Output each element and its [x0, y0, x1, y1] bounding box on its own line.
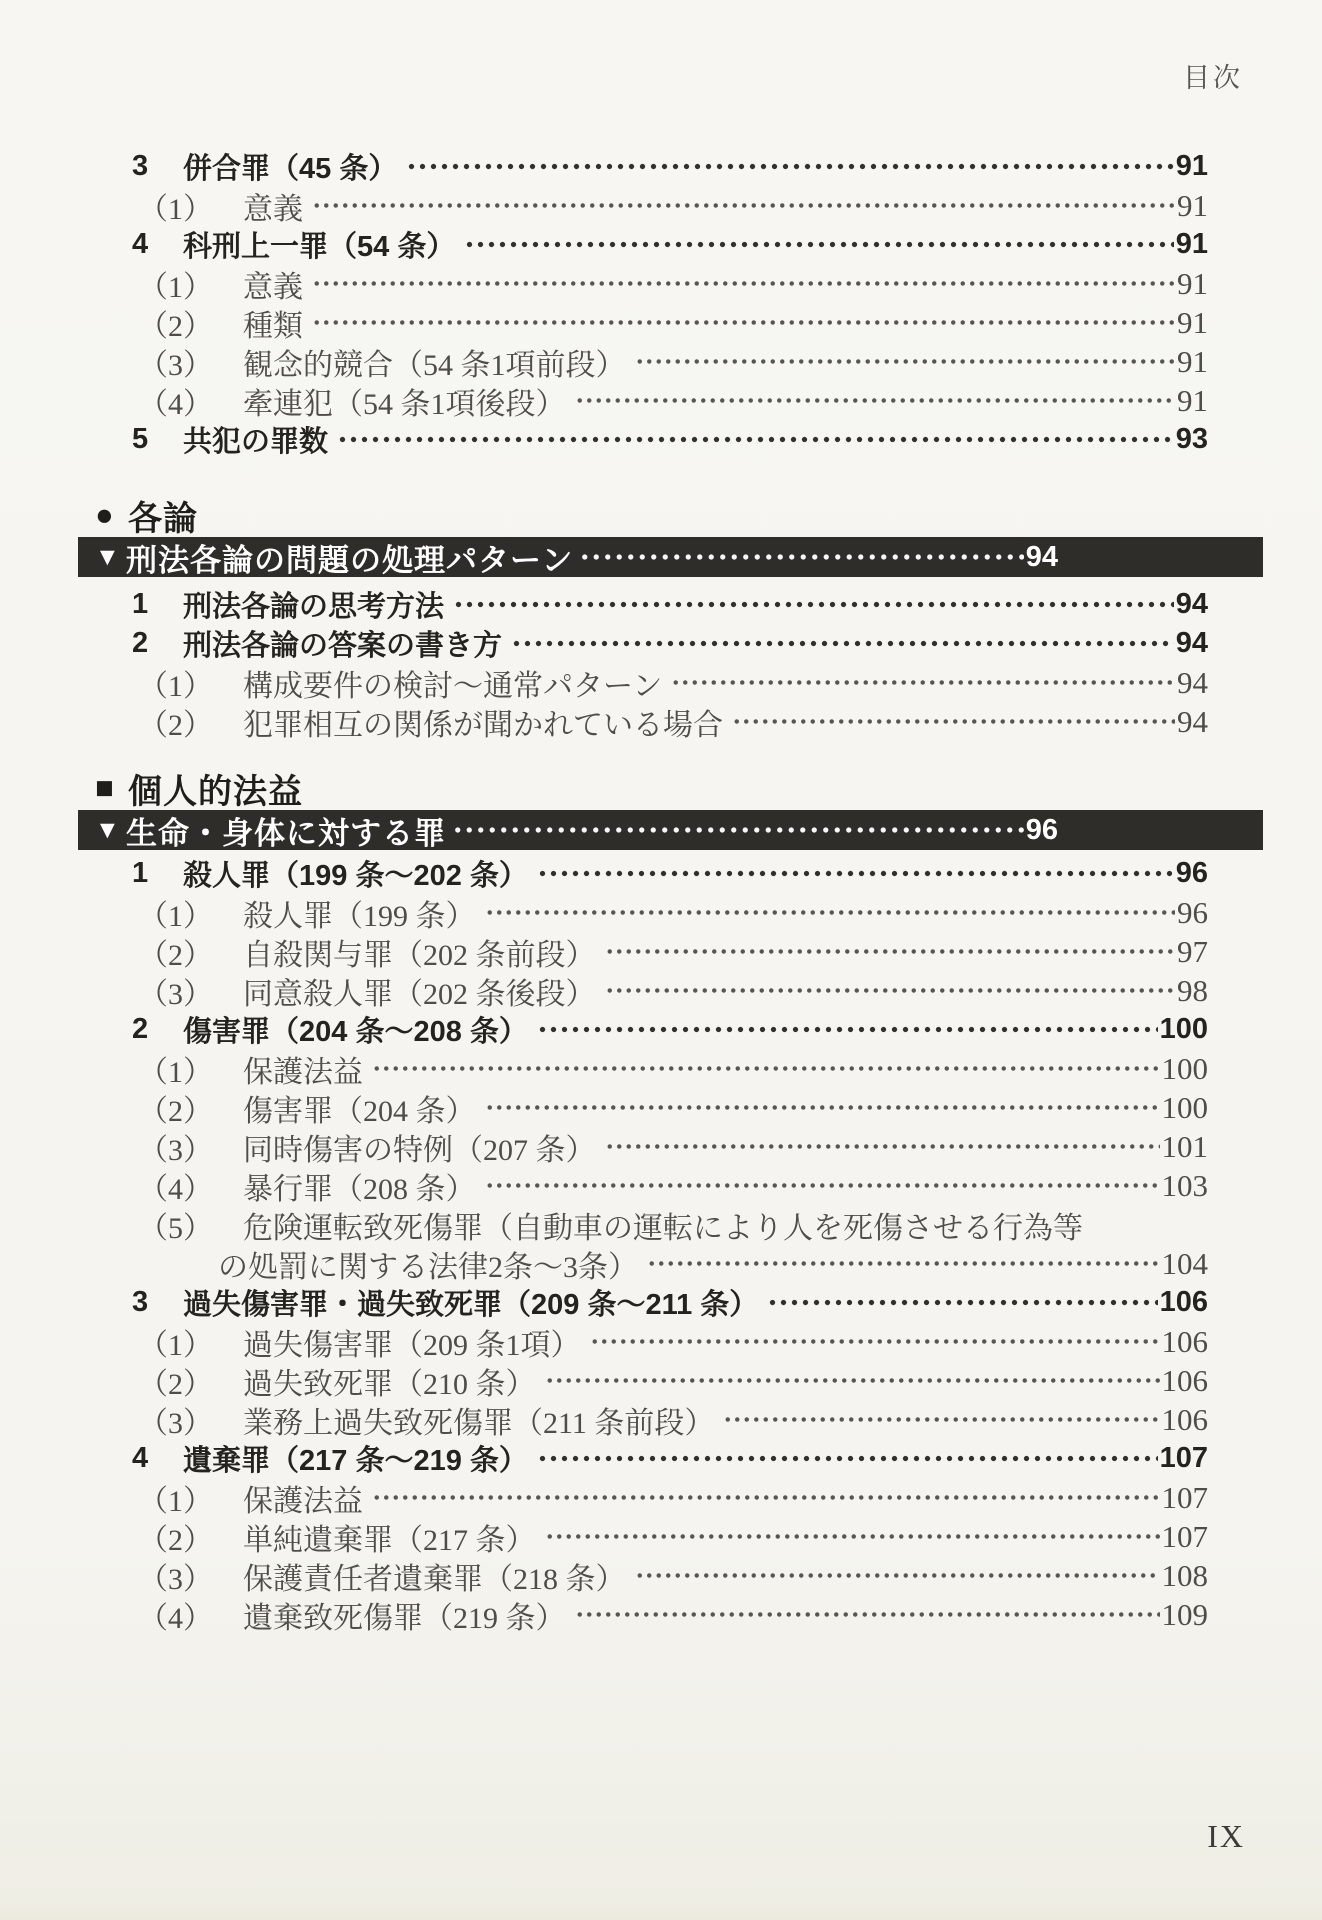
- item-number: （4）: [138, 1172, 213, 1206]
- item-number: （5）: [138, 1211, 213, 1245]
- dot-leader: [535, 854, 1174, 893]
- toc-item: [0, 1400, 1322, 1439]
- item-number: 1: [132, 588, 149, 620]
- dot-leader: [451, 585, 1174, 624]
- item-number: （2）: [138, 1523, 213, 1557]
- item-number: 4: [132, 1442, 149, 1474]
- page-number: 93: [1175, 423, 1208, 455]
- item-title: 構成要件の検討～通常パターン: [243, 669, 663, 703]
- page-number: 107: [1159, 1442, 1208, 1474]
- page-number: 91: [1177, 382, 1208, 418]
- page-number: 96: [1175, 857, 1208, 889]
- triangle-marker-icon: ▼: [95, 815, 120, 844]
- page-number: 97: [1177, 933, 1208, 969]
- toc-item: [0, 1010, 1322, 1049]
- dot-leader: [633, 1556, 1160, 1595]
- dot-leader: [669, 663, 1175, 702]
- dot-leader: [370, 1478, 1160, 1517]
- toc-item: [0, 1361, 1322, 1400]
- page-number: 101: [1161, 1128, 1208, 1164]
- dot-leader: [645, 1244, 1160, 1283]
- toc-item: [0, 893, 1322, 932]
- item-title: 併合罪（45 条）: [183, 153, 398, 185]
- toc-item: [0, 381, 1322, 420]
- item-number: （3）: [138, 1562, 213, 1596]
- page-number: 91: [1175, 150, 1208, 182]
- band-heading-seimei-shintai: [78, 810, 1263, 850]
- toc-item: [0, 854, 1322, 893]
- page-number: 94: [1025, 540, 1058, 573]
- item-title: 犯罪相互の関係が聞かれている場合: [243, 708, 723, 742]
- dot-leader: [730, 702, 1175, 741]
- toc-item: [0, 1322, 1322, 1361]
- circle-bullet-icon: ●: [95, 497, 115, 532]
- section-title: 各論: [128, 499, 198, 538]
- item-number: （2）: [138, 309, 213, 343]
- item-title: 意義: [243, 270, 303, 304]
- item-title: 遺棄罪（217 条～219 条）: [183, 1445, 528, 1477]
- toc-item: [0, 702, 1322, 741]
- dot-leader: [543, 1361, 1160, 1400]
- dot-leader: [535, 1439, 1158, 1478]
- page-number: 106: [1159, 1286, 1208, 1318]
- page-footer-roman-numeral: IX: [1207, 1818, 1245, 1854]
- item-number: （1）: [138, 1328, 213, 1362]
- item-title: 刑法各論の答案の書き方: [183, 630, 503, 662]
- toc-item: [0, 1049, 1322, 1088]
- dot-leader: [483, 1166, 1160, 1205]
- dot-leader: [483, 893, 1176, 932]
- item-title: 種類: [243, 309, 303, 343]
- item-title: 刑法各論の思考方法: [183, 591, 445, 623]
- toc-item: [0, 1517, 1322, 1556]
- dot-leader: [633, 342, 1176, 381]
- item-number: 1: [132, 857, 149, 889]
- page-number: 100: [1159, 1013, 1208, 1045]
- item-title: 暴行罪（208 条）: [243, 1172, 476, 1206]
- item-number: （1）: [138, 1055, 213, 1089]
- item-title: 過失傷害罪（209 条1項）: [243, 1328, 581, 1362]
- dot-leader: [577, 537, 1023, 577]
- dot-leader: [721, 1400, 1159, 1439]
- toc-item: [0, 585, 1322, 624]
- section-title: 個人的法益: [128, 772, 303, 811]
- dot-leader: [335, 420, 1174, 459]
- band-heading-keiho-kakuron: [78, 537, 1263, 577]
- toc-item: [0, 303, 1322, 342]
- toc-item: [0, 932, 1322, 971]
- page-number: 94: [1175, 588, 1208, 620]
- dot-leader: [573, 1595, 1160, 1634]
- item-number: （1）: [138, 192, 213, 226]
- toc-item-wrapped-first-line: [0, 1205, 1322, 1244]
- band-title: 生命・身体に対する罪: [126, 815, 446, 851]
- dot-leader: [509, 624, 1174, 663]
- item-title: 殺人罪（199 条）: [243, 899, 476, 933]
- item-title: 危険運転致死傷罪（自動車の運転により人を死傷させる行為等: [243, 1211, 1083, 1245]
- item-number: 3: [132, 1286, 149, 1318]
- dot-leader: [462, 225, 1173, 264]
- page-number: 107: [1161, 1479, 1208, 1515]
- dot-leader: [603, 971, 1176, 1010]
- page-number: 91: [1175, 228, 1208, 260]
- item-title: 科刑上一罪（54 条）: [183, 231, 456, 263]
- toc-item: [0, 264, 1322, 303]
- item-title: 傷害罪（204 条～208 条）: [183, 1016, 528, 1048]
- page-number: 91: [1177, 265, 1208, 301]
- page-number: 107: [1161, 1518, 1208, 1554]
- item-title: 意義: [243, 192, 303, 226]
- item-number: （2）: [138, 708, 213, 742]
- dot-leader: [573, 381, 1176, 420]
- dot-leader: [535, 1010, 1158, 1049]
- toc-item: [0, 1088, 1322, 1127]
- item-number: （2）: [138, 938, 213, 972]
- dot-leader: [543, 1517, 1160, 1556]
- item-number: （4）: [138, 1601, 213, 1635]
- item-title: 同時傷害の特例（207 条）: [243, 1133, 596, 1167]
- toc-item: [0, 663, 1322, 702]
- item-title: 観念的競合（54 条1項前段）: [243, 348, 626, 382]
- page-number: 96: [1177, 894, 1208, 930]
- item-title: 殺人罪（199 条～202 条）: [183, 860, 528, 892]
- page-number: 100: [1161, 1089, 1208, 1125]
- page-number: 106: [1161, 1401, 1208, 1437]
- item-title: 同意殺人罪（202 条後段）: [243, 977, 596, 1011]
- dot-leader: [588, 1322, 1160, 1361]
- page-number: 103: [1161, 1167, 1208, 1203]
- page-number: 106: [1161, 1323, 1208, 1359]
- page-number: 109: [1161, 1596, 1208, 1632]
- item-title: 自殺関与罪（202 条前段）: [243, 938, 596, 972]
- band-title: 刑法各論の問題の処理パターン: [126, 542, 574, 578]
- toc-item: [0, 225, 1322, 264]
- item-number: （2）: [138, 1094, 213, 1128]
- item-number: （1）: [138, 270, 213, 304]
- toc-item: [0, 1556, 1322, 1595]
- dot-leader: [404, 147, 1173, 186]
- dot-leader: [483, 1088, 1160, 1127]
- triangle-marker-icon: ▼: [95, 542, 120, 571]
- page-number: 94: [1177, 664, 1208, 700]
- item-number: 4: [132, 228, 149, 260]
- page-number: 98: [1177, 972, 1208, 1008]
- dot-leader: [310, 264, 1175, 303]
- item-title: 遺棄致死傷罪（219 条）: [243, 1601, 566, 1635]
- dot-leader: [765, 1283, 1157, 1322]
- section-heading-kojinteki-hoeki: [0, 768, 1322, 811]
- item-title: 保護責任者遺棄罪（218 条）: [243, 1562, 626, 1596]
- page-header-toc-label: 目次: [1183, 63, 1243, 93]
- item-title-continuation: の処罰に関する法律2条～3条）: [218, 1250, 638, 1284]
- page-number: 96: [1025, 813, 1058, 846]
- page-number: 91: [1177, 187, 1208, 223]
- toc-item: [0, 420, 1322, 459]
- section-heading-kakuron: [0, 495, 1322, 538]
- item-title: 単純遺棄罪（217 条）: [243, 1523, 536, 1557]
- page-number: 91: [1177, 304, 1208, 340]
- dot-leader: [603, 932, 1176, 971]
- item-title: 過失致死罪（210 条）: [243, 1367, 536, 1401]
- item-number: （3）: [138, 1133, 213, 1167]
- item-title: 過失傷害罪・過失致死罪（209 条～211 条）: [183, 1289, 759, 1321]
- toc-item: [0, 1127, 1322, 1166]
- item-title: 保護法益: [243, 1484, 363, 1518]
- toc-item: [0, 1166, 1322, 1205]
- item-number: （3）: [138, 977, 213, 1011]
- toc-item: [0, 147, 1322, 186]
- dot-leader: [603, 1127, 1160, 1166]
- item-number: 5: [132, 423, 149, 455]
- toc-item: [0, 1283, 1322, 1322]
- toc-item: [0, 624, 1322, 663]
- toc-item: [0, 971, 1322, 1010]
- page-number: 94: [1175, 627, 1208, 659]
- item-title: 共犯の罪数: [183, 426, 329, 458]
- toc-item-wrapped-second-line: [0, 1244, 1322, 1283]
- square-bullet-icon: ■: [95, 770, 115, 805]
- item-title: 傷害罪（204 条）: [243, 1094, 476, 1128]
- table-of-contents: [0, 147, 1322, 1634]
- page-number: 108: [1161, 1557, 1208, 1593]
- toc-item: [0, 1595, 1322, 1634]
- item-number: 2: [132, 1013, 149, 1045]
- page-number: 91: [1177, 343, 1208, 379]
- toc-item: [0, 1478, 1322, 1517]
- dot-leader: [450, 810, 1024, 850]
- item-number: （1）: [138, 1484, 213, 1518]
- toc-item: [0, 186, 1322, 225]
- item-number: 2: [132, 627, 149, 659]
- page-number: 100: [1161, 1050, 1208, 1086]
- dot-leader: [310, 303, 1175, 342]
- toc-item: [0, 1439, 1322, 1478]
- page-number: 106: [1161, 1362, 1208, 1398]
- item-title: 牽連犯（54 条1項後段）: [243, 387, 566, 421]
- page-number: 94: [1177, 703, 1208, 739]
- page-number: 104: [1161, 1245, 1208, 1281]
- item-number: 3: [132, 150, 149, 182]
- toc-item: [0, 342, 1322, 381]
- item-title: 業務上過失致死傷罪（211 条前段）: [243, 1406, 715, 1440]
- item-number: （4）: [138, 387, 213, 421]
- item-number: （3）: [138, 348, 213, 382]
- item-title: 保護法益: [243, 1055, 363, 1089]
- item-number: （3）: [138, 1406, 213, 1440]
- dot-leader: [310, 186, 1175, 225]
- item-number: （1）: [138, 899, 213, 933]
- dot-leader: [370, 1049, 1160, 1088]
- item-number: （2）: [138, 1367, 213, 1401]
- item-number: （1）: [138, 669, 213, 703]
